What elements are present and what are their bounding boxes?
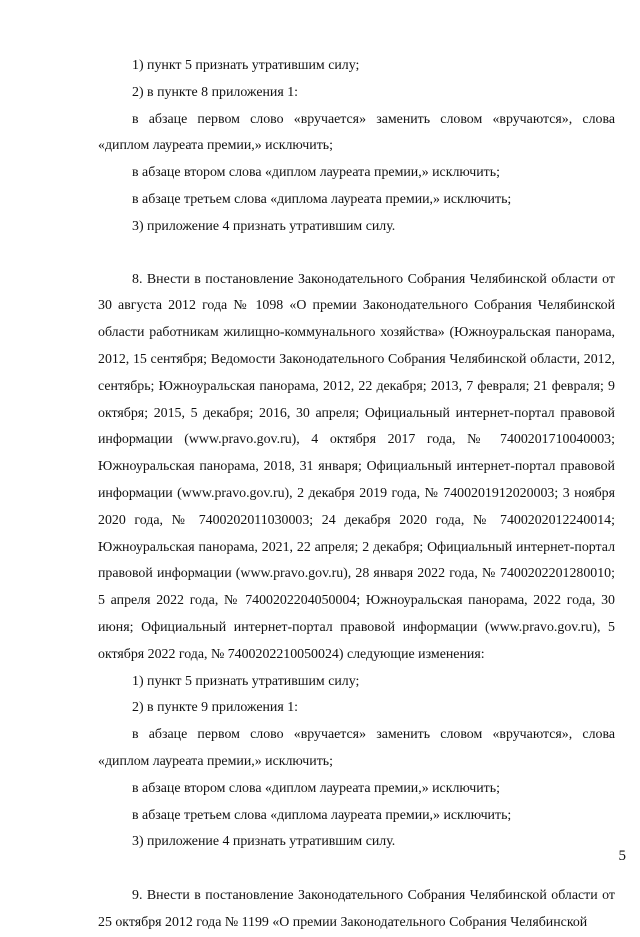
s8-item-2-para-2: в абзаце втором слова «диплом лауреата премии,» исключить; [132,780,500,796]
s8-item-2-para-1: в абзаце первом слово «вручается» заменить словом «вручаются», слова «диплом лауреата премии,» исключить; [98,727,615,769]
s8-item-1: 1) пункт 5 признать утратившим силу; [132,673,360,689]
page-number: 5 [618,848,626,864]
s7-item-3: 3) приложение 4 признать утратившим силу. [132,218,396,234]
s7-item-2-para-1: в абзаце первом слово «вручается» заменить словом «вручаются», слова «диплом лауреата премии,» исключить; [98,111,615,154]
s7-item-2-para-3: в абзаце третьем слова «диплома лауреата премии,» исключить; [132,191,512,207]
section-gap [98,856,615,883]
section-9-intro: 9. Внести в постановление Законодательного Собрания Челябинской области от 25 октября 2012 года № 1199 «О премии Законодательного Собрания Челябинской [98,888,615,930]
s8-item-2: 2) в пункте 9 приложения 1: [132,700,299,716]
s7-item-2-para-2: в абзаце втором слова «диплом лауреата премии,» исключить; [132,165,500,181]
s7-item-1: 1) пункт 5 признать утратившим силу; [132,58,360,73]
section-8-intro: 8. Внести в постановление Законодательного Собрания Челябинской области от 30 августа 2012 года № 1098 «О премии Законодательного Собрания Челябинской области работникам жилищно-коммунального хозяйства» (Южноуральская панорама, 2012, 15 сентября; Ведомости Законодательного Собрания Челябинской области, 2012, сентябрь; Южноуральская панорама, 2012, 22 декабря; 2013, 7 февраля; 21 февраля; 9 октября; 2015, 5 декабря; 2016, 30 апреля; Официальный интернет-портал правовой информации (www.pravo.gov.ru), 4 октября 2017 года, № 7400201710040003; Южноуральская панорама, 2018, 31 января; Официальный интернет-портал правовой информации (www.pravo.gov.ru), 2 декабря 2019 года, № 7400201912020003; 3 ноября 2020 года, № 7400202011030003; 24 декабря 2020 года, № 7400202012240014; Южноуральская панорама, 2021, 22 апреля; 2 декабря; Официальный интернет-портал правовой информации (www.pravo.gov.ru), 28 января 2022 года, № 7400202201280010; 5 апреля 2022 года, № 7400202204050004; Южноуральская панорама, 2022 года, 30 июня; Официальный интернет-портал правовой информации (www.pravo.gov.ru), 5 октября 2022 года, № 7400202210050024) следующие изменения: [98,271,615,662]
s8-item-3: 3) приложение 4 признать утратившим силу. [132,834,396,850]
s7-item-2: 2) в пункте 8 приложения 1: [132,84,299,100]
section-gap [98,241,615,267]
document-body [98,53,615,937]
s8-item-2-para-3: в абзаце третьем слова «диплома лауреата премии,» исключить; [132,807,512,823]
